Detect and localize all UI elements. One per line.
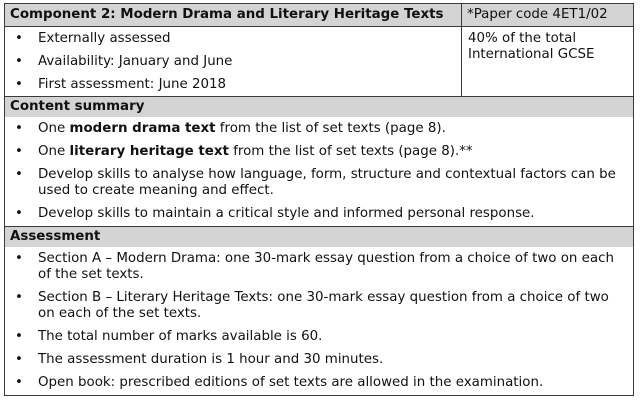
list-item-text: Section B – Literary Heritage Texts: one 30-mark essay question from a choice of two on each of the set texts. [38,290,609,321]
list-item-text: Externally assessed [38,31,171,46]
weighting-text: 40% of the total International GCSE [468,31,595,62]
bullet-icon: • [15,31,23,46]
list-item-text: The total number of marks available is 60. [38,329,323,344]
bullet-icon: • [15,329,23,344]
info-list-cell [5,27,462,96]
list-item [10,352,633,368]
bullet-icon: • [15,206,23,221]
bullet-icon: • [15,54,23,69]
list-item [10,167,633,199]
list-item-text: First assessment: June 2018 [38,77,227,92]
list-item-text: from the list of set texts (page 8).** [228,144,473,159]
list-item [10,206,633,222]
list-item-text: Develop skills to analyse how language, form, structure and contextual factors can be used to create meaning and effect. [38,167,616,198]
bullet-icon: • [15,290,23,305]
list-item [10,77,461,93]
component-title: Component 2: Modern Drama and Literary Heritage Texts [5,4,462,26]
info-list [10,31,461,93]
list-item-text: from the list of set texts (page 8). [215,121,446,136]
list-item [10,31,461,47]
bullet-icon: • [15,144,23,159]
list-item-text: One [38,121,70,136]
assessment-section [5,227,633,395]
emphasis-text: modern drama text [69,121,216,136]
list-item-text: Develop skills to maintain a critical style and informed personal response. [38,206,535,221]
list-item-text: Availability: January and June [38,54,233,69]
emphasis-text: literary heritage text [69,144,229,159]
assessment-list [10,251,633,391]
component-spec-table [4,3,634,396]
bullet-icon: • [15,375,23,390]
bullet-icon: • [15,352,23,367]
list-item [10,144,633,160]
bullet-icon: • [15,251,23,266]
info-row [5,27,633,97]
list-item-text: Section A – Modern Drama: one 30-mark essay question from a choice of two on each of the set texts. [38,251,614,282]
table-header-row [5,4,633,27]
list-item [10,290,633,322]
content-summary-section [5,97,633,227]
list-item-text: The assessment duration is 1 hour and 30 minutes. [38,352,384,367]
content-summary-list [10,121,633,222]
assessment-heading: Assessment [5,227,633,247]
list-item [10,329,633,345]
bullet-icon: • [15,167,23,182]
paper-code: *Paper code 4ET1/02 [462,4,633,26]
bullet-icon: • [15,121,23,136]
bullet-icon: • [15,77,23,92]
list-item [10,121,633,137]
list-item [10,251,633,283]
list-item [10,375,633,391]
content-summary-heading: Content summary [5,97,633,117]
list-item-text: Open book: prescribed editions of set texts are allowed in the examination. [38,375,544,390]
list-item [10,54,461,70]
list-item-text: One [38,144,70,159]
